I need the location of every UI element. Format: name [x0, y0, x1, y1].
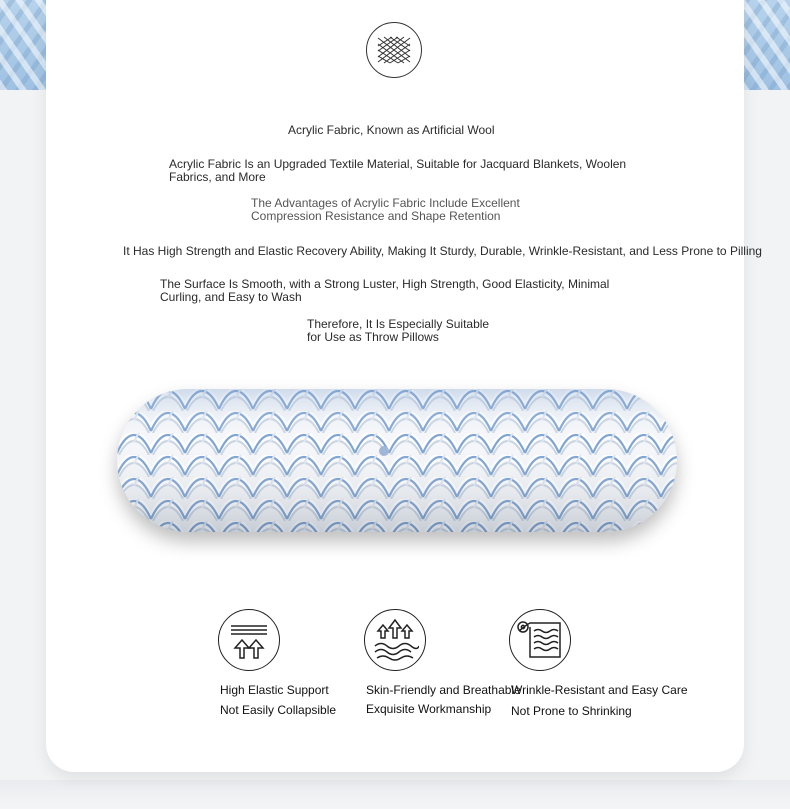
breathable-icon [364, 609, 426, 671]
section-heading: Acrylic Fabric, Known as Artificial Wool [288, 123, 495, 137]
feature-3-subtitle: Not Prone to Shrinking [511, 704, 632, 718]
description-line: It Has High Strength and Elastic Recovery Ability, Making It Sturdy, Durable, Wrinkle-Resistant, and Less Prone to Pilling [123, 244, 762, 258]
description-line: for Use as Throw Pillows [307, 330, 439, 344]
elastic-support-icon [218, 609, 280, 671]
feature-1-subtitle: Not Easily Collapsible [220, 703, 337, 717]
knit-fabric-closeup-image [117, 389, 677, 532]
description-line: Therefore, It Is Especially Suitable [307, 317, 490, 331]
feature-2-subtitle: Exquisite Workmanship [366, 702, 492, 716]
description-line: The Surface Is Smooth, with a Strong Luster, High Strength, Good Elasticity, Minimal [160, 277, 610, 291]
bottom-background [0, 780, 790, 809]
description-line: Curling, and Easy to Wash [160, 290, 302, 304]
feature-3-title: Wrinkle-Resistant and Easy Care [511, 683, 688, 697]
description-line: Fabrics, and More [169, 170, 266, 184]
description-line: Acrylic Fabric Is an Upgraded Textile Material, Suitable for Jacquard Blankets, Woolen [169, 157, 627, 171]
feature-2-title: Skin-Friendly and Breathable [366, 683, 521, 697]
fabric-weave-icon [366, 22, 422, 78]
description-line: Compression Resistance and Shape Retention [251, 209, 501, 223]
easy-care-icon [509, 609, 571, 671]
description-line: The Advantages of Acrylic Fabric Include Excellent [251, 196, 520, 210]
feature-1-title: High Elastic Support [220, 683, 329, 697]
